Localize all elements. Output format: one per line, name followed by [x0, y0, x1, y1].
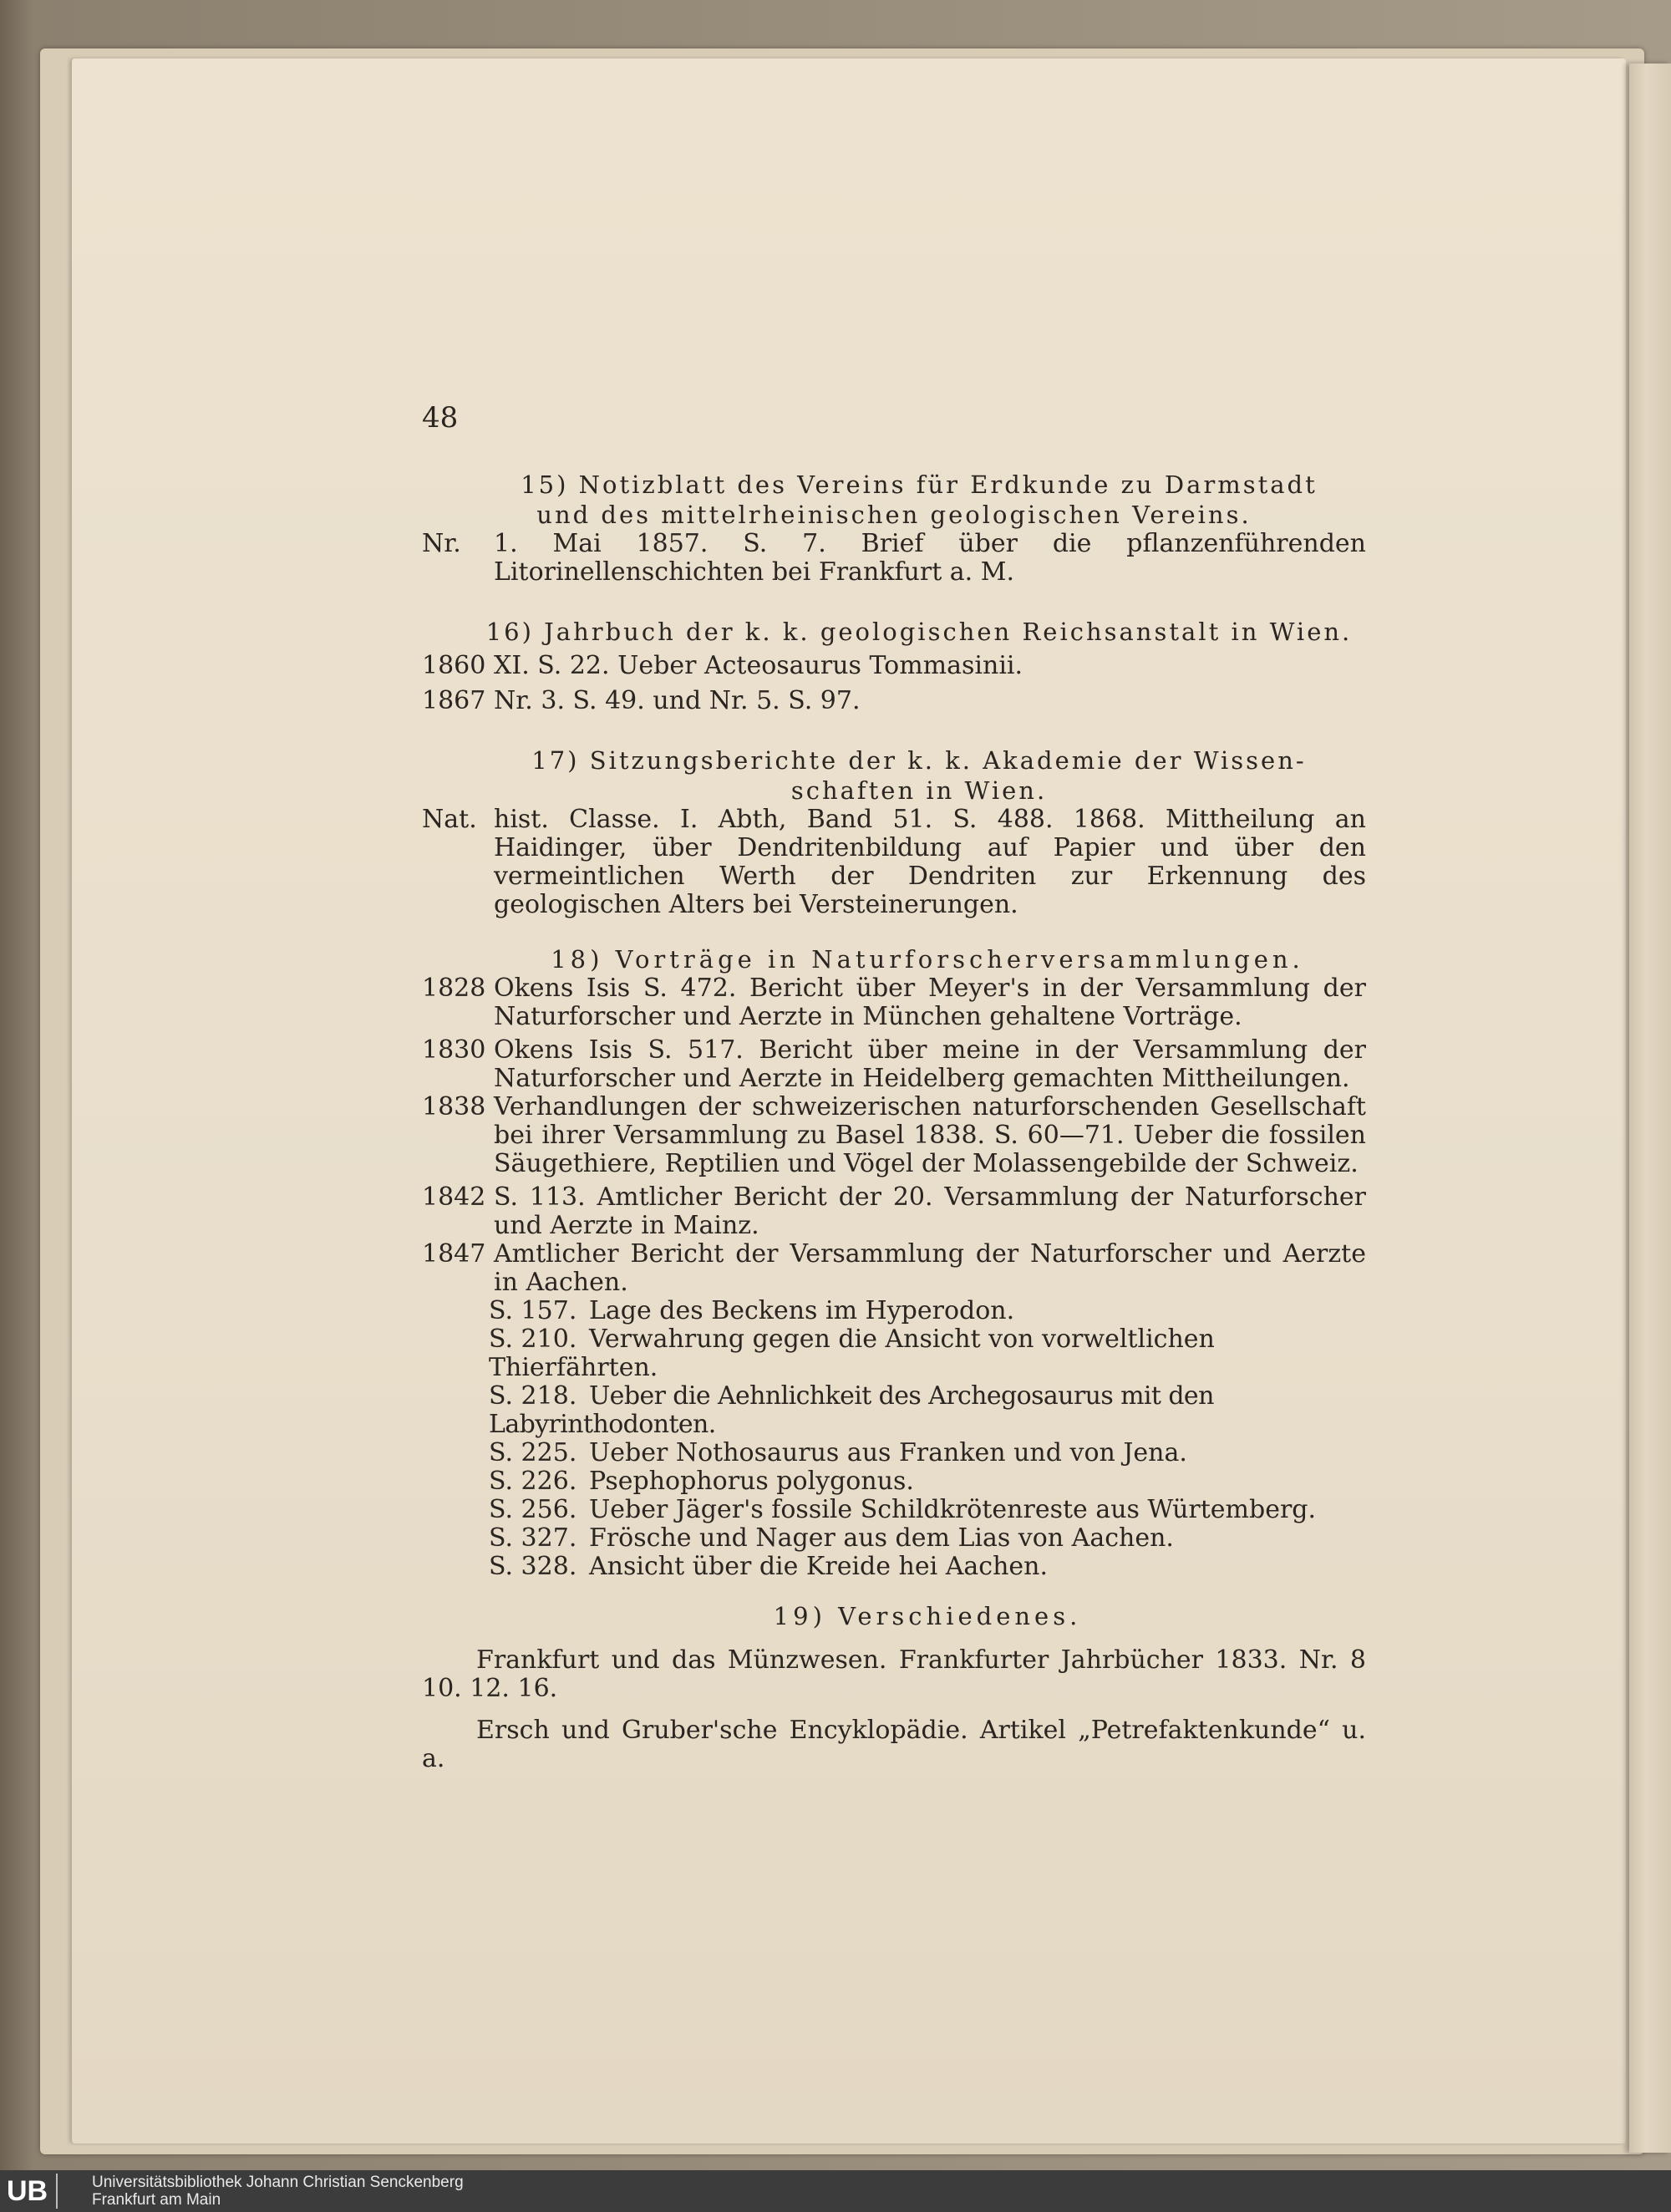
section-17 — [422, 745, 1366, 919]
page-number: 48 — [422, 401, 459, 435]
entry-key: Nr. — [422, 529, 461, 558]
section-16 — [422, 617, 1366, 715]
entry — [422, 806, 1366, 919]
sub-entry-page: S. 226. — [489, 1467, 577, 1496]
paragraph: Ersch und Gruber'sche Encyklopädie. Artikel „Petrefaktenkunde“ u. a. — [422, 1716, 1366, 1773]
section-heading: und des mittelrheinischen geologischen Vereins. — [536, 501, 1252, 529]
section-heading: 19) Verschiedenes. — [773, 1602, 1082, 1630]
entry-key: 1847 — [422, 1239, 486, 1269]
sub-entry — [422, 1524, 1366, 1553]
section-heading: 18) Vorträge in Naturforscherversammlungen. — [551, 945, 1304, 974]
entry — [422, 1240, 1366, 1297]
sub-entry-page: S. 225. — [489, 1438, 577, 1467]
sub-entry-text: Ansicht über die Kreide hei Aachen. — [589, 1552, 1049, 1581]
entry-key: 1860 — [422, 651, 486, 680]
sub-entry — [422, 1297, 1366, 1325]
sub-entry-text: Ueber Nothosaurus aus Franken und von Jena. — [589, 1438, 1187, 1467]
entry — [422, 1183, 1366, 1240]
section-19 — [422, 1601, 1366, 1773]
entry — [422, 1036, 1366, 1093]
sub-entry-page: S. 157. — [489, 1296, 577, 1325]
sub-entry-text: Frösche und Nager aus dem Lias von Aachen. — [589, 1523, 1174, 1553]
sub-entry — [422, 1382, 1366, 1439]
sub-entry — [422, 1325, 1366, 1382]
library-name-line2: Frankfurt am Main — [92, 2191, 221, 2209]
paragraph: Frankfurt und das Münzwesen. Frankfurter Jahrbücher 1833. Nr. 8 10. 12. 16. — [422, 1645, 1366, 1703]
sub-entry-page: S. 210. — [489, 1325, 577, 1354]
sub-entry-text: Ueber Jäger's fossile Schildkrötenreste aus Würtemberg. — [589, 1495, 1317, 1524]
entry-text: Amtlicher Bericht der Versammlung der Naturforscher und Aerzte in Aachen. — [494, 1239, 1366, 1297]
sub-entry — [422, 1439, 1366, 1467]
sub-entry-text: Verwahrung gegen die Ansicht von vorweltlichen Thierfährten. — [489, 1325, 1215, 1382]
entry — [422, 1093, 1366, 1178]
ub-logo: UB — [7, 2174, 58, 2209]
entry-key: 1867 — [422, 686, 486, 715]
entry — [422, 687, 1366, 715]
entry-key: 1828 — [422, 974, 486, 1003]
library-name-line1: Universitätsbibliothek Johann Christian Senckenberg — [92, 2174, 464, 2191]
facing-page-edge — [1629, 64, 1671, 2153]
sub-entry-page: S. 328. — [489, 1552, 577, 1581]
page-text — [422, 393, 1366, 1773]
section-heading: 15) Notizblatt des Vereins für Erdkunde zu Darmstadt — [521, 470, 1318, 499]
section-heading: 17) Sitzungsberichte der k. k. Akademie der Wissen- — [531, 746, 1307, 775]
section-heading: 16) Jahrbuch der k. k. geologischen Reichsanstalt in Wien. — [485, 618, 1353, 646]
sub-entry — [422, 1496, 1366, 1524]
entry-text: XI. S. 22. Ueber Acteosaurus Tommasinii. — [494, 651, 1023, 680]
sub-entry-page: S. 218. — [489, 1381, 577, 1411]
sub-entry-page: S. 256. — [489, 1495, 577, 1524]
entry-text: Okens Isis S. 517. Bericht über meine in der Versammlung der Naturforscher und Aerzte in Heidelberg gemachten Mittheilungen. — [494, 1035, 1366, 1093]
section-18 — [422, 944, 1366, 1581]
entry — [422, 652, 1366, 680]
sub-entry — [422, 1553, 1366, 1581]
entry-key: 1830 — [422, 1035, 486, 1065]
entry-text: S. 113. Amtlicher Bericht der 20. Versammlung der Naturforscher und Aerzte in Mainz. — [494, 1182, 1366, 1240]
entry-text: Okens Isis S. 472. Bericht über Meyer's in der Versammlung der Naturforscher und Aerzte in München gehaltene Vorträge. — [494, 974, 1366, 1031]
sub-entry-page: S. 327. — [489, 1523, 577, 1553]
entry-text: 1. Mai 1857. S. 7. Brief über die pflanzenführenden Litorinellenschichten bei Frankfurt a. M. — [494, 529, 1366, 587]
entry-key: Nat. — [422, 805, 477, 834]
library-footer — [0, 2170, 1671, 2212]
entry-text: Nr. 3. S. 49. und Nr. 5. S. 97. — [494, 686, 861, 715]
entry-key: 1842 — [422, 1182, 486, 1212]
section-15 — [422, 470, 1366, 587]
library-name — [92, 2174, 464, 2209]
entry — [422, 530, 1366, 587]
sub-entry-text: Lage des Beckens im Hyperodon. — [589, 1296, 1015, 1325]
entry — [422, 974, 1366, 1031]
section-heading: schaften in Wien. — [790, 776, 1048, 805]
entry-key: 1838 — [422, 1092, 486, 1121]
sub-entry — [422, 1467, 1366, 1496]
sub-entry-text: Ueber die Aehnlichkeit des Archegosaurus mit den Labyrinthodonten. — [489, 1381, 1214, 1439]
sub-entry-text: Psephophorus polygonus. — [589, 1467, 914, 1496]
entry-text: hist. Classe. I. Abth, Band 51. S. 488. 1868. Mittheilung an Haidinger, über Dendritenbildung auf Papier und über den vermeintlichen Werth der Dendriten zur Erkennung des geologischen Alters bei Versteinerungen. — [494, 805, 1366, 919]
entry-text: Verhandlungen der schweizerischen naturforschenden Gesellschaft bei ihrer Versammlung zu Basel 1838. S. 60—71. Ueber die fossilen Säugethiere, Reptilien und Vögel der Molassengebilde der Schweiz. — [494, 1092, 1366, 1178]
